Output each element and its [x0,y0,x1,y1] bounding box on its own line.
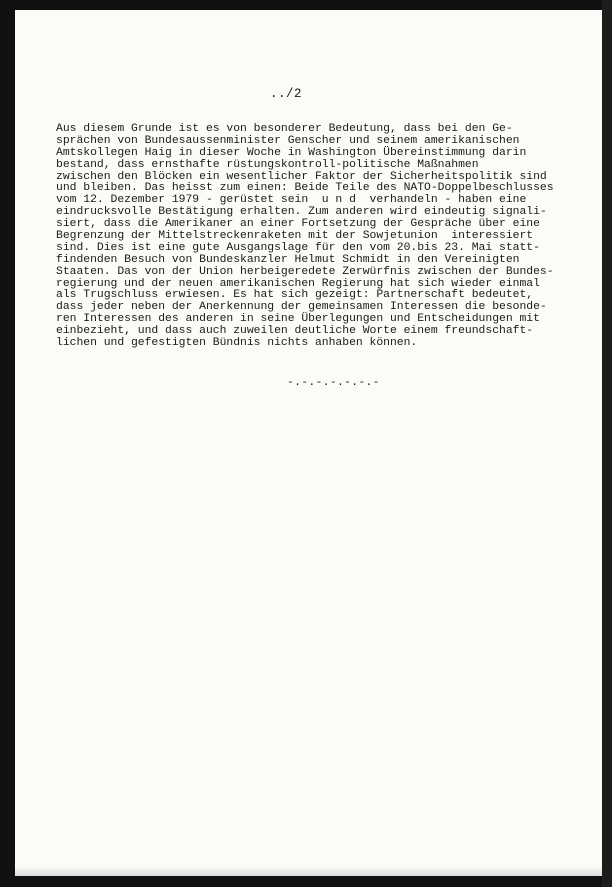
text-line: siert, dass die Amerikaner an einer Fortsetzung der Gespräche über eine [56,218,540,231]
text-line: Aus diesem Grunde ist es von besonderer Bedeutung, dass bei den Ge- [56,123,513,135]
text-line: vom 12. Dezember 1979 - gerüstet sein u n d verhandeln - haben eine [56,194,527,207]
text-line: lichen und gefestigten Bündnis nichts anhaben können. [56,337,418,350]
text-line: bestand, dass ernsthafte rüstungskontroll-politische Maßnahmen [56,158,479,171]
scan-edge-shadow [602,0,612,887]
text-line: zwischen den Blöcken ein wesentlicher Faktor der Sicherheitspolitik sind [56,170,547,183]
text-line: sprächen von Bundesaussenminister Genscher und seinem amerikanischen [56,134,520,147]
text-line: ren Interessen des anderen in seine Überlegungen und Entscheidungen mit [56,313,540,326]
body-paragraph [56,124,576,350]
text-line: einbezieht, und dass auch zuweilen deutliche Worte einem freundschaft- [56,325,534,338]
text-line: findenden Besuch von Bundeskanzler Helmut Schmidt in den Vereinigten [56,253,520,266]
page-marker: ../2 [270,87,303,101]
text-line: Begrenzung der Mittelstreckenraketen mit der Sowjetunion interessiert [56,230,534,243]
text-line: Staaten. Das von der Union herbeigeredete Zerwürfnis zwischen der Bundes- [56,265,554,278]
end-of-text-mark: -.-.-.-.-.-.- [287,377,380,389]
text-line: als Trugschluss erwiesen. Es hat sich gezeigt: Partnerschaft bedeutet, [56,289,534,302]
text-line: Amtskollegen Haig in dieser Woche in Washington Übereinstimmung darin [56,146,527,159]
text-line: eindrucksvolle Bestätigung erhalten. Zum anderen wird eindeutig signali- [56,206,547,219]
text-line: sind. Dies ist eine gute Ausgangslage für den vom 20.bis 23. Mai statt- [56,241,540,254]
page-bottom-edge [15,868,602,876]
text-line: dass jeder neben der Anerkennung der gemeinsamen Interessen die besonde- [56,301,547,314]
text-line: regierung und der neuen amerikanischen Regierung hat sich wieder einmal [56,277,540,290]
text-line: und bleiben. Das heisst zum einen: Beide Teile des NATO-Doppelbeschlusses [56,182,554,195]
